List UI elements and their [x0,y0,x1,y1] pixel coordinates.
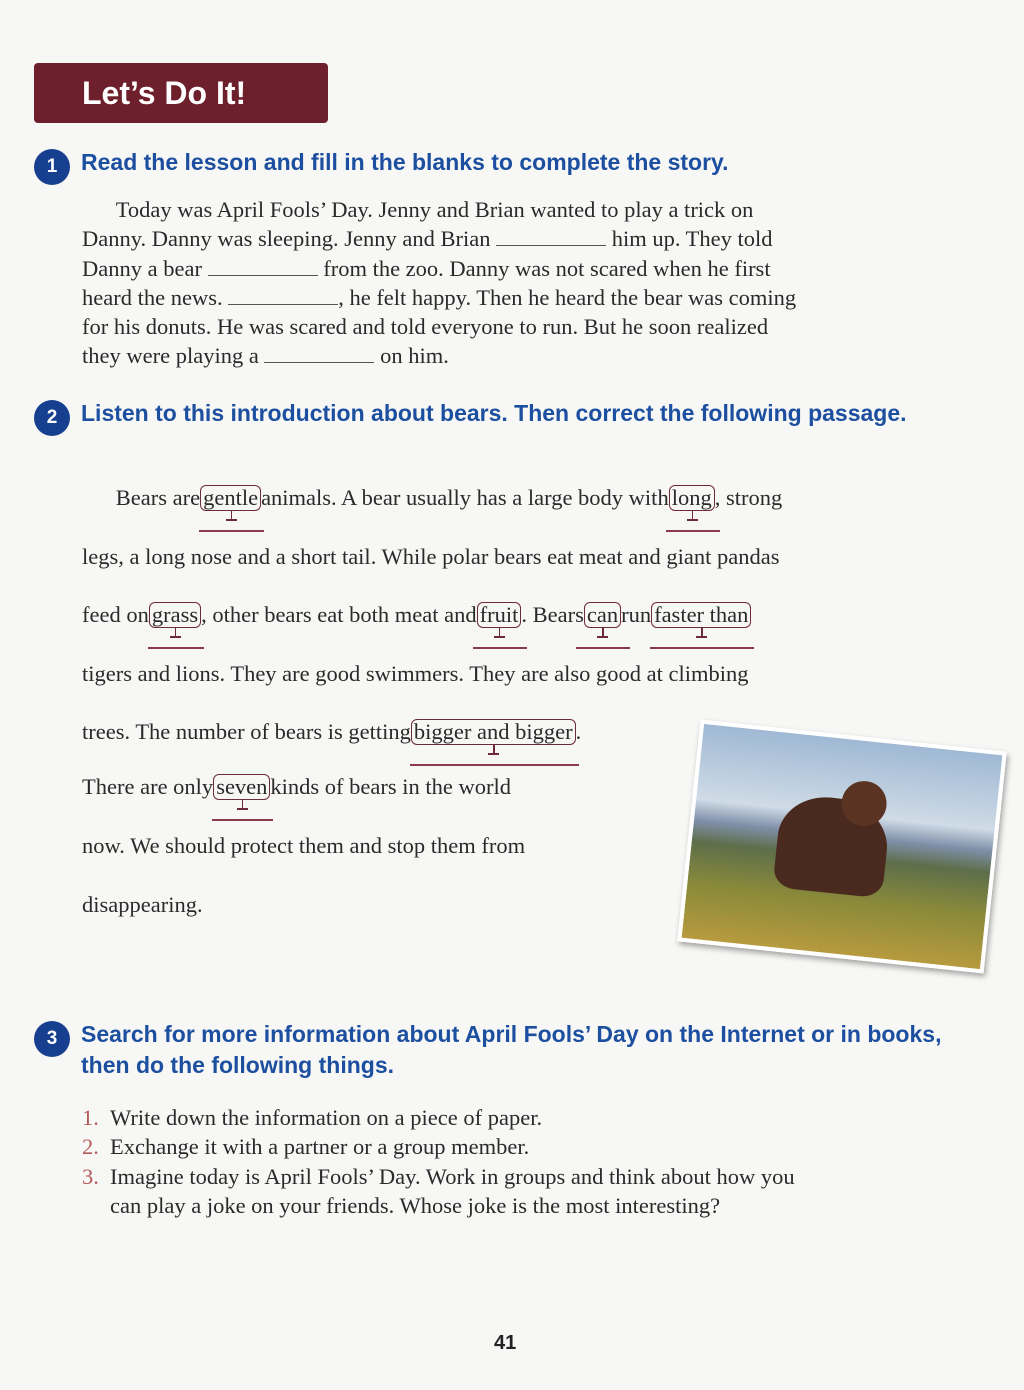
correction-blank[interactable] [650,647,754,649]
correction-arrow-icon [493,745,495,754]
task-item [82,1103,982,1132]
marked-error-word [213,774,270,800]
fill-in-blank[interactable] [208,257,318,276]
passage-text: disappearing. [82,892,203,917]
correction-arrow-icon [242,800,244,809]
error-word: long [671,485,712,510]
passage-text: heard the news. [82,284,229,310]
passage-line [82,661,749,687]
passage-line [82,224,972,253]
passage-text: kinds of bears in the world [270,774,512,799]
passage-text: , he felt happy. Then he heard the bear was coming [338,284,797,310]
passage-line [82,602,751,628]
passage-line [82,833,525,859]
correction-blank[interactable] [199,530,264,532]
exercise-number-badge: 2 [34,400,70,436]
marked-error-word [200,485,261,511]
passage-text: . Bears [521,602,584,627]
passage-text: Danny a bear [82,255,208,281]
passage-text: on him. [374,343,449,369]
passage-text: Danny. Danny was sleeping. Jenny and Brian [82,226,497,252]
passage-line [82,254,972,283]
fill-in-blank[interactable] [496,227,606,246]
task-text: Exchange it with a partner or a group member. [110,1134,530,1160]
page-number: 41 [494,1332,517,1354]
marked-error-word [584,602,621,628]
error-word: gentle [203,485,259,510]
passage-text: . [575,719,582,744]
correction-blank[interactable] [473,647,527,649]
passage-text: Today was April Fools’ Day. Jenny and Brian wanted to play a trick on [82,197,754,222]
task-number: 2. [82,1134,99,1160]
correction-arrow-icon [499,628,501,637]
error-word: grass [151,602,199,627]
passage-line [82,341,972,370]
correction-arrow-icon [602,628,604,637]
correction-arrow-icon [701,628,703,637]
exercise-number-badge: 3 [34,1021,70,1057]
passage-text: now. We should protect them and stop them from [82,833,526,858]
story-passage [82,195,972,371]
correction-arrow-icon [175,628,177,637]
exercise-instruction: Search for more information about April Fools’ Day on the Internet or in books, then do the following things. [81,1021,942,1078]
passage-line [82,544,780,570]
task-item [82,1132,982,1161]
passage-text: from the zoo. Danny was not scared when he first [317,255,771,281]
task-text-continued: can play a joke on your friends. Whose joke is the most interesting? [110,1192,721,1218]
fill-in-blank[interactable] [228,286,338,305]
bear-photo [677,720,1007,974]
correction-blank[interactable] [410,764,579,766]
passage-line [82,195,972,224]
passage-text: they were playing a [82,343,265,369]
passage-line [82,719,581,745]
marked-error-word [411,719,576,745]
passage-line [82,774,511,800]
task-text: Imagine today is April Fools’ Day. Work in groups and think about how you [110,1163,795,1189]
passage-text: for his donuts. He was scared and told everyone to run. But he soon realized [82,314,769,340]
marked-error-word [149,602,201,628]
passage-text: , other bears eat both meat and [201,602,477,627]
section-banner [34,63,328,123]
passage-text: feed on [82,602,149,627]
passage-text: Bears are [82,485,201,510]
exercise-2-heading [34,398,994,429]
error-word: can [586,602,619,627]
passage-text: There are only [82,774,214,799]
passage-text: run [621,602,652,627]
task-number: 1. [82,1105,99,1130]
task-list [82,1103,982,1220]
error-word: faster than [654,602,749,627]
bear-figure [772,792,891,898]
marked-error-word [669,485,715,511]
correction-blank[interactable] [576,647,630,649]
marked-error-word [477,602,522,628]
correction-arrow-icon [231,511,233,520]
correction-blank[interactable] [666,530,720,532]
passage-line [82,485,782,511]
task-number: 3. [82,1163,99,1189]
exercise-number-badge: 1 [34,149,70,185]
passage-text: legs, a long nose and a short tail. While polar bears eat meat and giant pandas [82,544,780,569]
passage-text: animals. A bear usually has a large body with [261,485,669,510]
passage-text: tigers and lions. They are good swimmers. They are also good at climbing [82,661,749,686]
exercise-instruction: Listen to this introduction about bears. Then correct the following passage. [81,400,907,426]
passage-text: him up. They told [606,226,773,252]
passage-line [82,312,972,341]
marked-error-word [651,602,751,628]
error-word: fruit [479,602,519,627]
correction-blank[interactable] [212,819,273,821]
passage-line [82,283,972,312]
passage-line [82,892,203,918]
exercise-3-heading [34,1019,994,1081]
correction-blank[interactable] [148,647,204,649]
passage-text: , strong [714,485,783,510]
error-word: seven [216,774,268,799]
exercise-instruction: Read the lesson and fill in the blanks to complete the story. [81,149,729,175]
fill-in-blank[interactable] [264,344,374,363]
task-item [82,1162,982,1191]
error-word: bigger and bigger [413,719,573,744]
task-text: Write down the information on a piece of paper. [110,1105,543,1130]
banner-title: Let’s Do It! [82,75,247,111]
correction-arrow-icon [692,511,694,520]
exercise-1-heading [34,147,994,178]
passage-text: trees. The number of bears is getting [82,719,411,744]
